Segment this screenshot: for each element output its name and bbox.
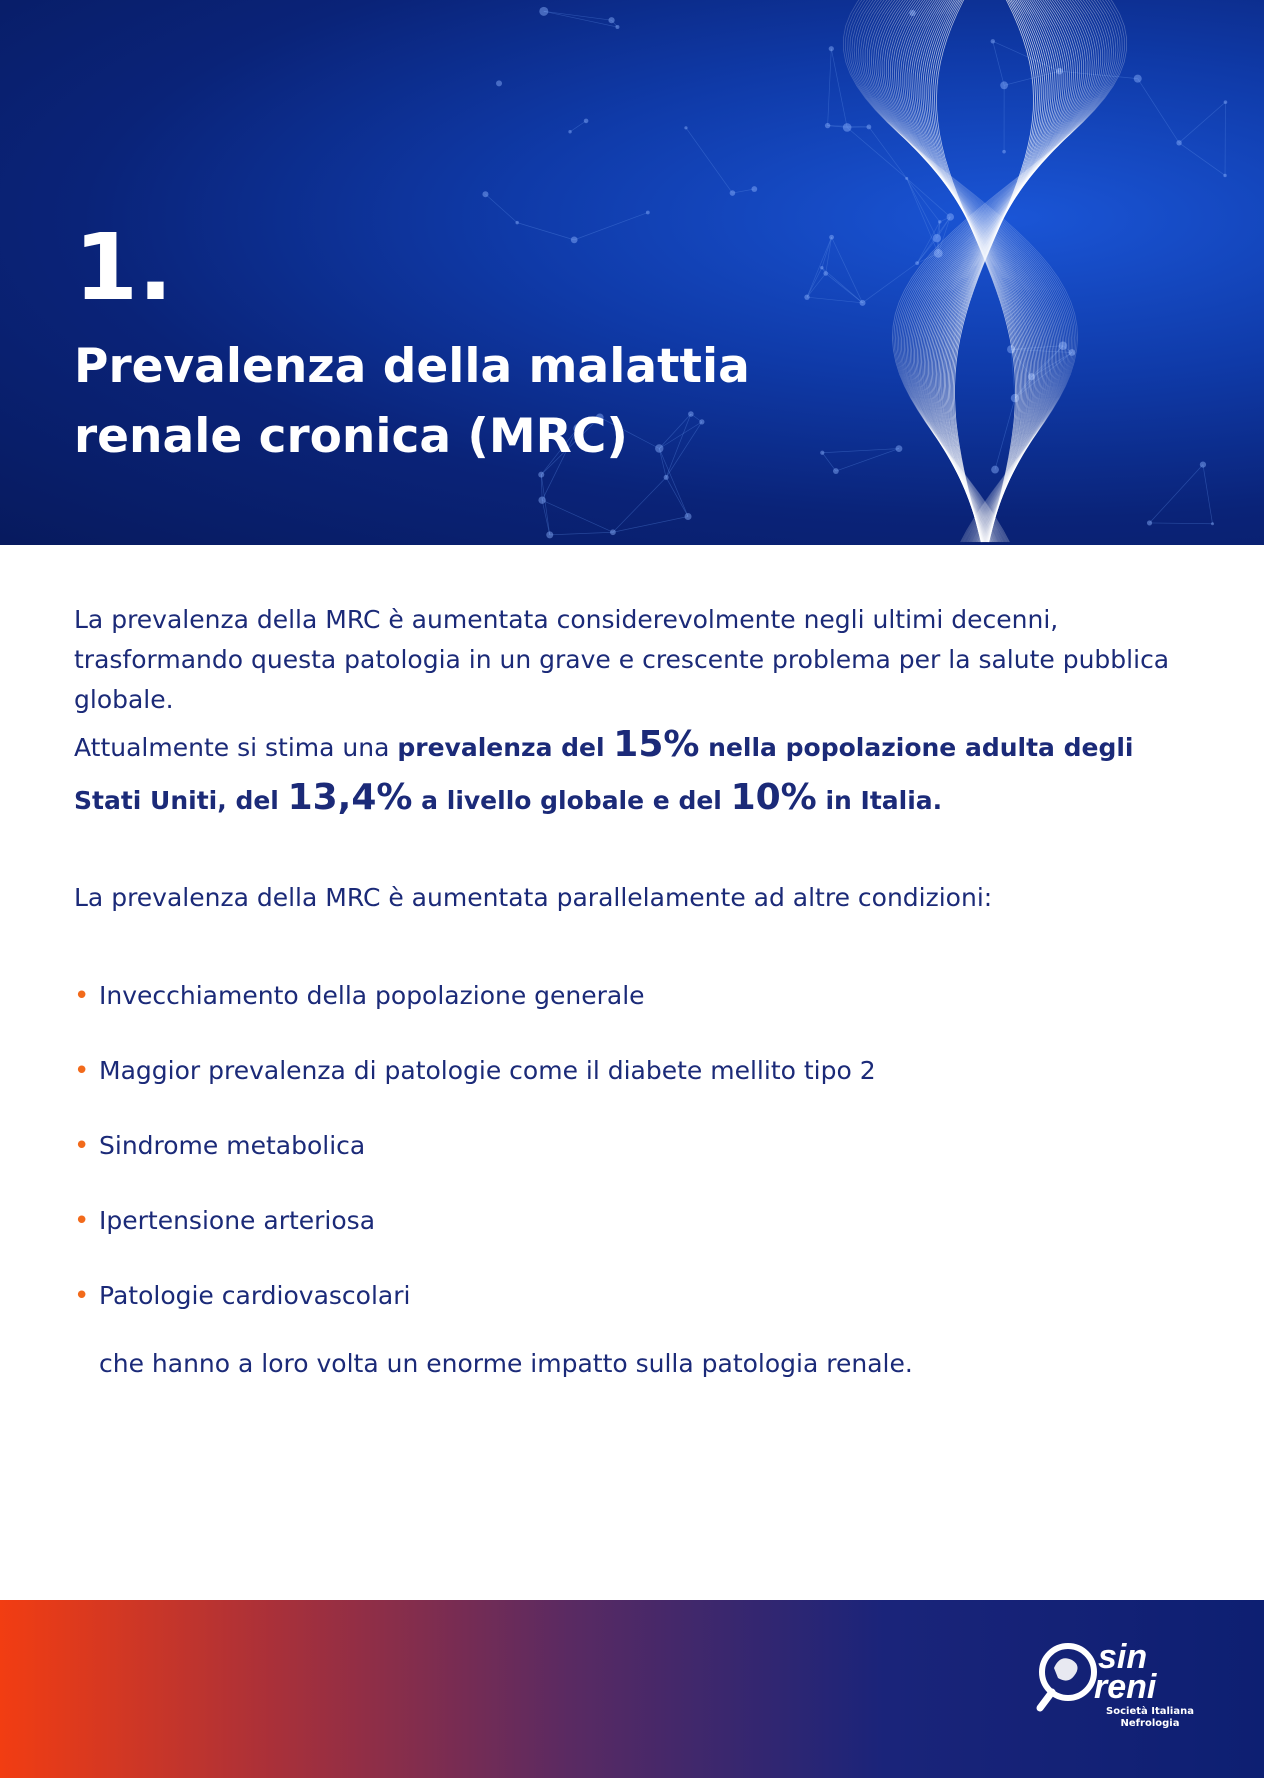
network-line (517, 223, 574, 240)
network-line (1203, 465, 1213, 524)
network-dot (568, 130, 571, 133)
network-dot (1000, 81, 1008, 89)
page-title (74, 332, 834, 472)
network-dot (829, 46, 834, 51)
network-dot (1028, 373, 1035, 380)
network-dot (538, 472, 544, 478)
hero-banner (0, 0, 1264, 545)
network-dot (938, 220, 941, 223)
list-item-text: Invecchiamento della popolazione generale (99, 981, 645, 1010)
stats-paragraph (74, 720, 1204, 826)
network-line (832, 237, 863, 303)
network-line (907, 178, 939, 253)
network-line (1150, 465, 1203, 523)
network-line (807, 273, 826, 297)
network-dot (646, 211, 650, 215)
network-line (550, 532, 613, 535)
network-dot (482, 191, 488, 197)
network-line (847, 127, 907, 178)
network-line (807, 237, 832, 297)
sinreni-logo (1030, 1634, 1200, 1744)
network-dot (1224, 100, 1228, 104)
network-line (831, 49, 847, 128)
network-dot (1176, 140, 1181, 145)
stat-global-value: 13,4% (287, 777, 413, 818)
logo-tagline-line-1: Società Italiana (1106, 1706, 1194, 1717)
list-item (74, 1276, 1204, 1351)
network-dot (1147, 520, 1152, 525)
network-dot (664, 475, 669, 480)
network-dot (1223, 174, 1226, 177)
network-line (613, 477, 666, 532)
network-dot (584, 119, 589, 124)
network-dot (829, 235, 834, 240)
network-dot (608, 17, 614, 23)
network-line (686, 128, 732, 193)
network-dot (539, 7, 548, 16)
list-item (74, 1201, 1204, 1276)
network-dot (843, 123, 852, 132)
network-line (907, 178, 940, 221)
network-dot (1134, 75, 1142, 83)
network-dot (571, 236, 578, 243)
list-item (74, 976, 1204, 1051)
list-item-text: Sindrome metabolica (99, 1131, 366, 1160)
list-item-text: Maggior prevalenza di patologie come il diabete mellito tipo 2 (99, 1056, 876, 1085)
network-dot (896, 445, 903, 452)
network-dot (1211, 522, 1214, 525)
closing-paragraph: che hanno a loro volta un enorme impatto sulla patologia renale. (99, 1349, 913, 1378)
network-dot (685, 513, 692, 520)
list-item-text: Patologie cardiovascolari (99, 1281, 411, 1310)
stat-us-value: 15% (613, 724, 700, 765)
network-line (542, 500, 613, 532)
network-line (836, 449, 899, 471)
network-dot (1200, 462, 1206, 468)
network-dot (915, 261, 919, 265)
network-line (613, 516, 688, 532)
section-number: 1. (74, 214, 173, 321)
bullet-icon: • (74, 1056, 90, 1086)
network-dot (947, 213, 954, 220)
network-line (732, 189, 754, 193)
page-title-line-2: renale cronica (MRC) (74, 409, 628, 464)
stat-italy-value: 10% (730, 777, 817, 818)
network-line (1179, 143, 1225, 176)
network-dot (1002, 150, 1006, 154)
bullet-icon: • (74, 981, 90, 1011)
bullet-icon: • (74, 1131, 90, 1161)
network-line (1150, 523, 1213, 524)
network-line (807, 297, 863, 303)
network-line (807, 268, 822, 297)
network-dot (991, 466, 999, 474)
main-content (74, 600, 1204, 1384)
conditions-list (74, 976, 1204, 1351)
network-dot (991, 39, 995, 43)
network-line (1138, 79, 1179, 143)
network-line (541, 475, 549, 535)
network-dot (820, 266, 823, 269)
network-dot (546, 531, 553, 538)
wave-strand (910, 0, 1100, 542)
list-item-text: Ipertensione arteriosa (99, 1206, 376, 1235)
network-line (828, 49, 832, 126)
network-dot (825, 123, 830, 128)
logo-word-1: sin (1098, 1638, 1148, 1676)
stats-bold-1: prevalenza del (397, 733, 614, 762)
wave-strands (843, 0, 1126, 542)
bullet-icon: • (74, 1281, 90, 1311)
network-dot (751, 186, 757, 192)
network-line (570, 121, 586, 132)
network-dot (496, 80, 502, 86)
logo-word-2: reni (1094, 1668, 1157, 1706)
wave-strand (878, 0, 1054, 542)
network-line (907, 178, 951, 217)
network-dot (684, 126, 687, 129)
network-dot (860, 300, 866, 306)
list-item (74, 1051, 1204, 1126)
network-dot (823, 271, 828, 276)
footer-band (0, 1600, 1264, 1778)
wave-strand (869, 0, 1060, 542)
conditions-intro: La prevalenza della MRC è aumentata parallelamente ad altre condizioni: (74, 883, 993, 912)
network-line (574, 213, 648, 240)
network-dot (933, 234, 941, 242)
network-dot (615, 25, 619, 29)
logo-tagline-line-2: Nefrologia (1120, 1718, 1180, 1729)
stats-bold-2: nella popolazione adulta degli Stati Uniti, del (74, 733, 1134, 815)
network-dot (538, 496, 545, 503)
network-line (826, 237, 832, 273)
network-dot (515, 221, 518, 224)
network-line (907, 178, 937, 238)
network-line (485, 194, 517, 222)
network-line (822, 237, 832, 267)
network-dot (1056, 68, 1063, 75)
wave-strand (916, 0, 1092, 542)
page-title-line-1: Prevalenza della malattia (74, 339, 750, 394)
list-item (74, 1126, 1204, 1201)
logo-tagline (1100, 1706, 1200, 1730)
network-dot (610, 529, 616, 535)
network-line (1179, 102, 1225, 143)
network-line (666, 477, 688, 516)
stats-bold-4: in Italia. (816, 786, 943, 815)
stats-bold-3: a livello globale e del (412, 786, 731, 815)
network-line (993, 41, 1004, 85)
stats-lead: Attualmente si stima una (74, 733, 398, 762)
network-dot (730, 190, 736, 196)
intro-paragraph: La prevalenza della MRC è aumentata considerevolmente negli ultimi decenni, trasformando questa patologia in un grave e crescente problema per la salute pubblica globale. (74, 605, 1170, 714)
network-dot (866, 125, 871, 130)
network-dot (804, 294, 809, 299)
network-dot (905, 177, 908, 180)
bullet-icon: • (74, 1206, 90, 1236)
